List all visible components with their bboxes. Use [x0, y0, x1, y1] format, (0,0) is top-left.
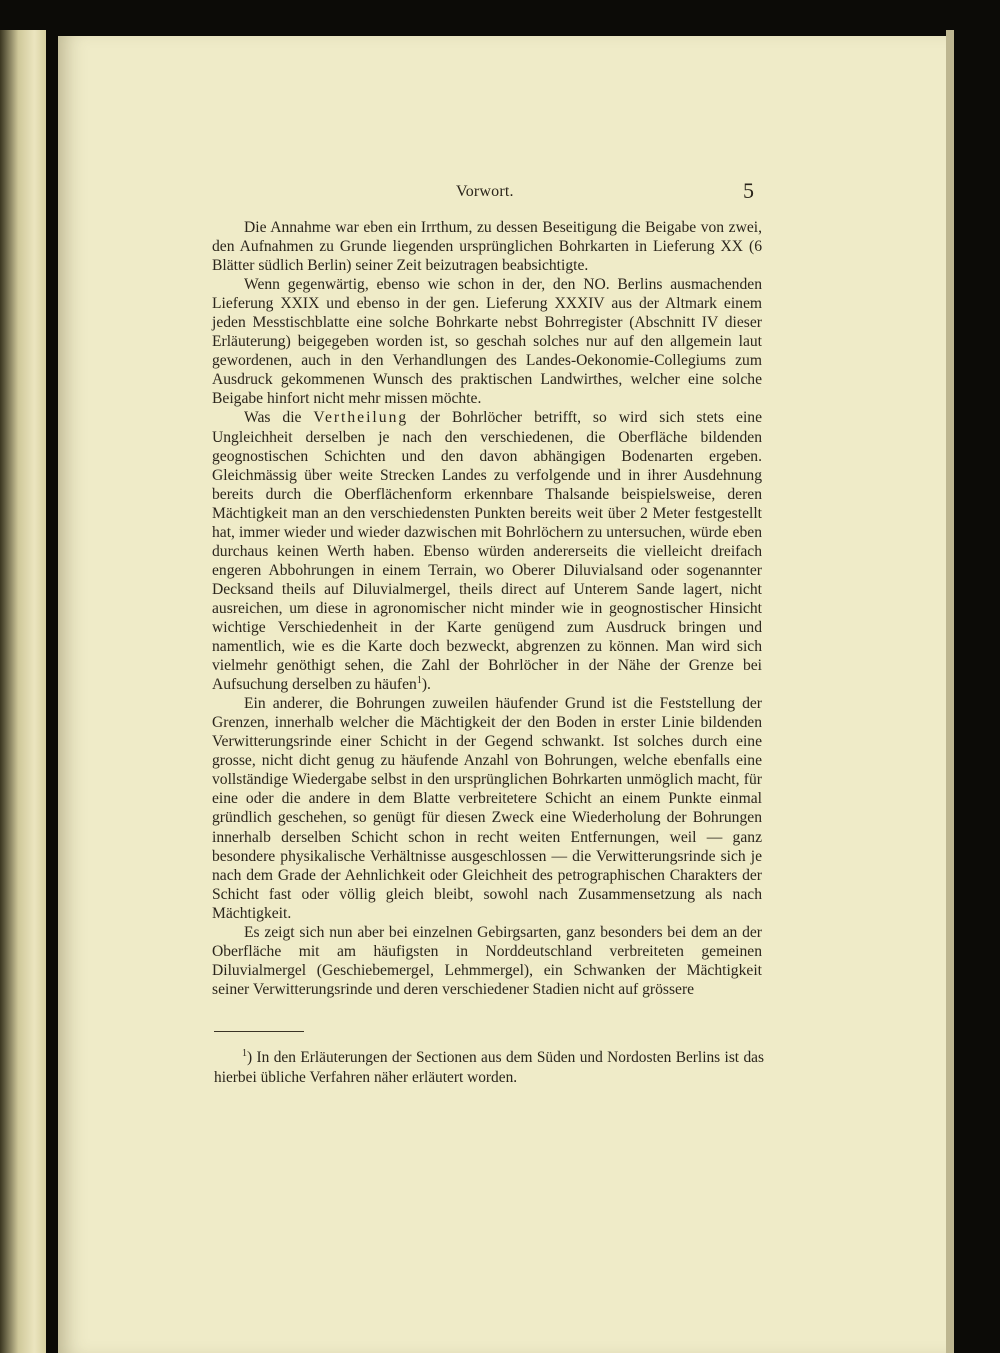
footnote-reference: 1	[416, 674, 422, 686]
body-text	[212, 218, 762, 999]
adjacent-page-edge	[0, 30, 46, 1353]
paragraph-3	[212, 408, 762, 694]
paragraph-3-start: Was die	[244, 409, 314, 427]
paragraph-4: Ein anderer, die Bohrungen zuweilen häufender Grund ist die Feststellung der Grenzen, innerhalb welcher die Mächtigkeit der den Boden in erster Linie bildenden Verwitterungsrinde einer Schicht in der Gegend schwankt. Ist solches durch eine grosse, nicht dicht genug zu häufende Anzahl von Bohrungen, welche ebenfalls eine vollständige Wiedergabe selbst in den ursprünglichen Bohrkarten unmöglich macht, für eine oder die andere in dem Blatte verbreitetere Schicht an einem Punkte einmal gründlich geschehen, so genügt für diesen Zweck eine Wiederholung der Bohrungen innerhalb derselben Schicht schon in recht weiten Entfernungen, weil — ganz besondere physikalische Verhältnisse ausgeschlossen — die Verwitterungsrinde sich je nach dem Grade der Aehnlichkeit oder Gleichheit des petrographischen Charakters der Schicht fast oder völlig gleich bleibt, sowohl nach Zusammensetzung als nach Mächtigkeit.	[212, 695, 762, 922]
paragraph-3-body: der Bohrlöcher betrifft, so wird sich stets eine Ungleichheit derselben je nach den verschiedenen, die Oberfläche bildenden geognostischen Schichten und den davon abhängigen Bodenarten ergeben. Gleichmässig über weite Strecken Landes zu verfolgende und in ihrer Ausdehnung bereits durch die Oberflächenform erkennbare Thalsande beispielsweise, deren Mächtigkeit man an den verschiedensten Punkten bereits weit über 2 Meter festgestellt hat, immer wieder und wieder dazwischen mit Bohrlöchern zu untersuchen, würde eben durchaus keinen Werth haben. Ebenso würden andererseits die vielleicht dreifach engeren Abbohrungen in einem Terrain, wo Oberer Diluvialsand oder sogenannter Decksand theils auf Diluvialmergel, theils direct auf Unterem Sande lagert, nicht ausreichen, um diese in agronomischer nicht minder wie in geognostischer Hinsicht wichtige Verschiedenheit in der Karte genügend zum Ausdruck bringen und namentlich, wie es die Karte doch bezweckt, abgrenzen zu können. Man wird sich vielmehr genöthigt sehen, die Zahl der Bohrlöcher in der Nähe der Grenze bei Aufsuchung derselben zu häufen	[212, 409, 762, 694]
paragraph-3-end: ).	[421, 676, 431, 694]
paragraph-1: Die Annahme war eben ein Irrthum, zu dessen Beseitigung die Beigabe von zwei, den Aufnahmen zu Grunde liegenden ursprünglichen Bohrkarten in Lieferung XX (6 Blätter südlich Berlin) seiner Zeit beizutragen beabsichtigte.	[212, 219, 762, 275]
footnote-divider	[214, 1031, 304, 1032]
footnote	[214, 1048, 764, 1087]
page-stack-edge	[946, 30, 954, 1353]
paragraph-5: Es zeigt sich nun aber bei einzelnen Gebirgsarten, ganz besonders bei dem an der Oberfläche mit am häufigsten in Norddeutschland verbreiteten gemeinen Diluvialmergel (Geschiebemergel, Lehmmergel), ein Schwanken der Mächtigkeit seiner Verwitterungsrinde und deren verschiedener Stadien nicht auf grössere	[212, 923, 762, 998]
paragraph-2: Wenn gegenwärtig, ebenso wie schon in der, den NO. Berlins ausmachenden Lieferung XXIX und ebenso in der gen. Lieferung XXXIV aus der Altmark einem jeden Messtischblatte eine solche Bohrkarte nebst Bohrregister (Abschnitt IV dieser Erläuterung) beigegeben worden ist, so geschah solches nur auf den allgemein laut gewordenen, auch in den Verhandlungen des Landes-Oekonomie-Collegiums zum Ausdruck gekommenen Wunsch des praktischen Landwirthes, welcher eine solche Beigabe hinfort nicht mehr missen möchte.	[212, 276, 762, 408]
page-number: 5	[743, 178, 754, 203]
footnote-text: ) In den Erläuterungen der Sectionen aus dem Süden und Nordosten Berlins ist das hierbei übliche Verfahren näher erläutert worden.	[214, 1049, 764, 1086]
footnote-marker: 1	[242, 1047, 247, 1059]
running-header: Vorwort.	[456, 183, 514, 200]
emphasized-term: Vertheilung	[313, 409, 409, 427]
